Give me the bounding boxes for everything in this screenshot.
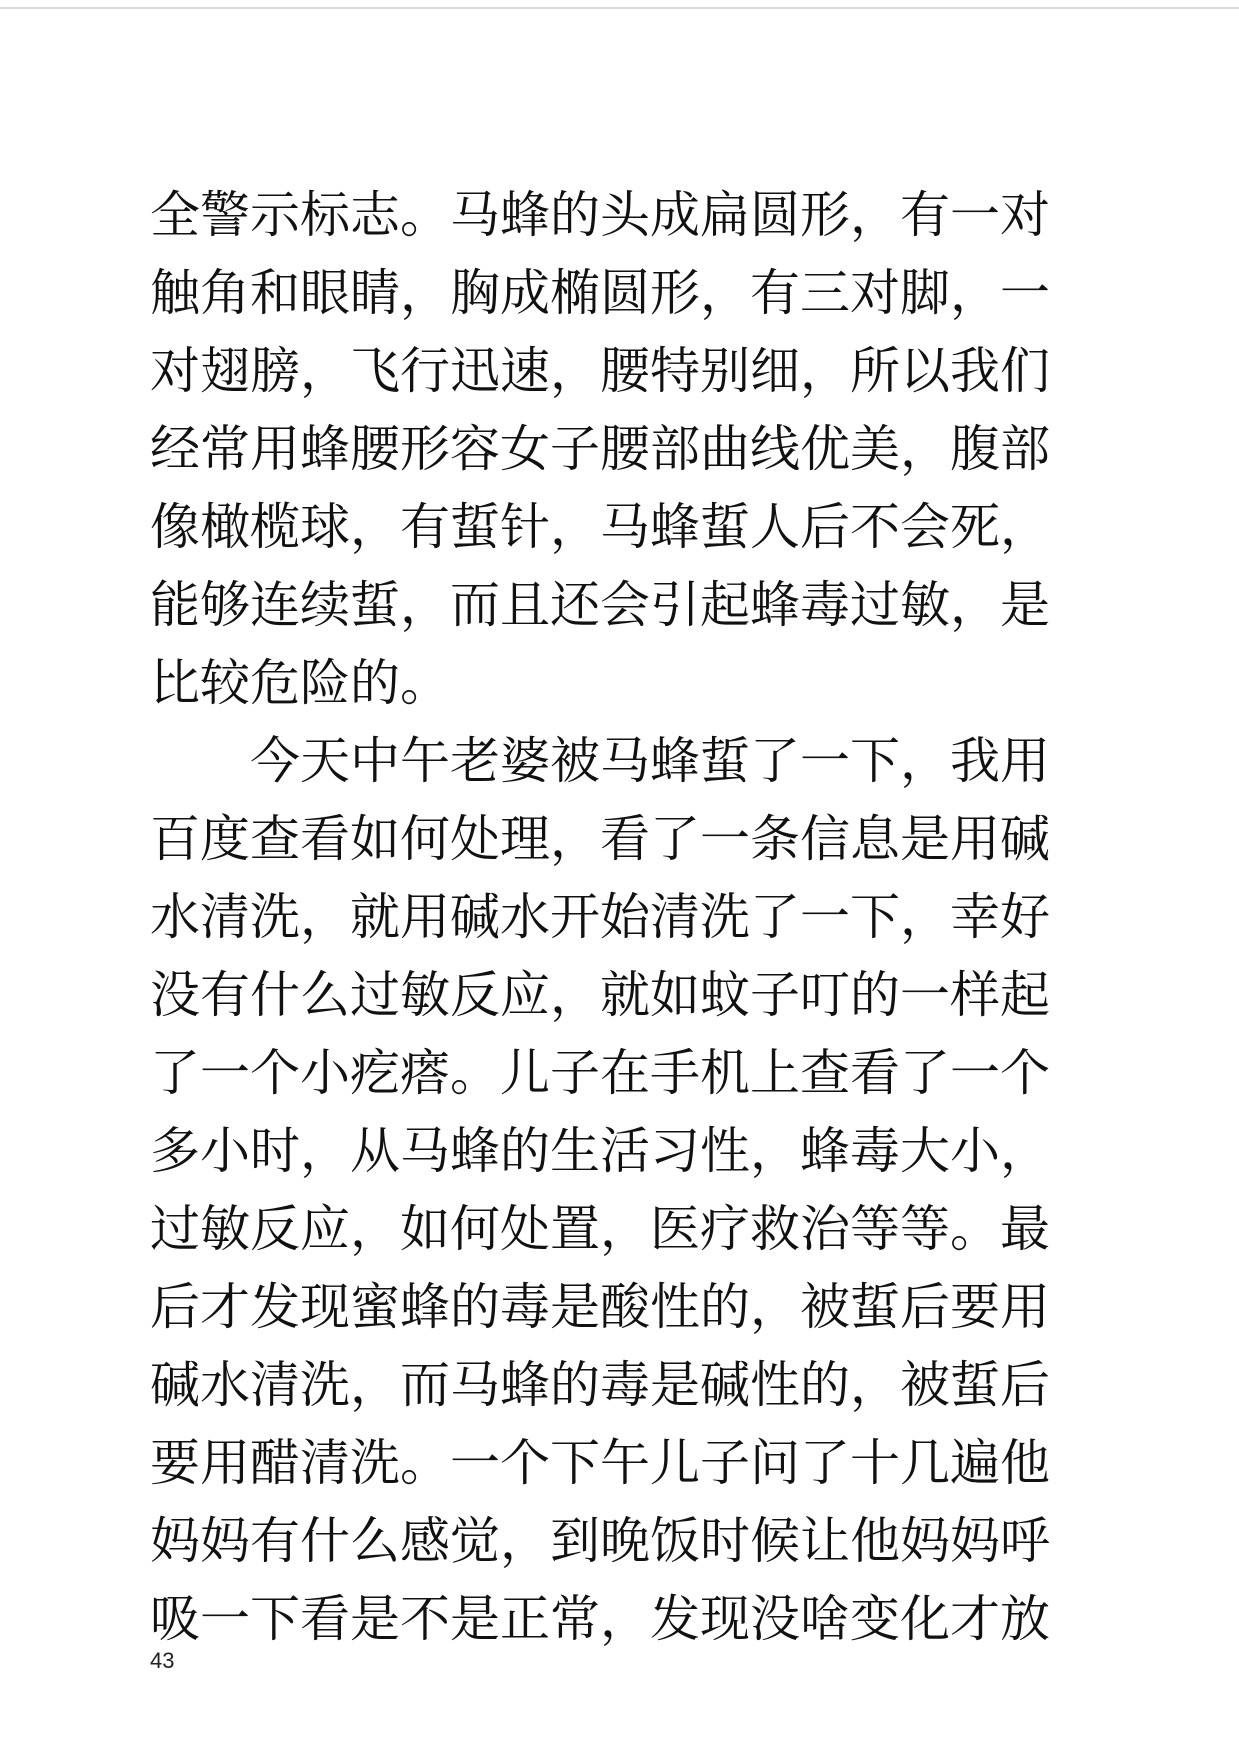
text-line: 后才发现蜜蜂的毒是酸性的，被蜇后要用 [150,1278,1050,1336]
text-line: 能够连续蜇，而且还会引起蜂毒过敏，是 [150,576,1050,634]
text-line: 百度查看如何处理，看了一条信息是用碱 [150,810,1050,868]
text-line: 碱水清洗，而马蜂的毒是碱性的，被蜇后 [150,1356,1050,1414]
text-line: 要用醋清洗。一个下午儿子问了十几遍他 [150,1434,1050,1492]
paragraph-start-line: 今天中午老婆被马蜂蜇了一下，我用 [250,732,1050,790]
text-line: 对翅膀，飞行迅速，腰特别细，所以我们 [150,342,1050,400]
text-line: 水清洗，就用碱水开始清洗了一下，幸好 [150,888,1050,946]
text-line: 多小时，从马蜂的生活习性，蜂毒大小， [150,1122,1050,1180]
text-line: 全警示标志。马蜂的头成扁圆形，有一对 [150,186,1050,244]
text-line: 比较危险的。 [150,654,450,712]
body-text [150,176,1090,1658]
text-line: 妈妈有什么感觉，到晚饭时候让他妈妈呼 [150,1512,1050,1570]
page-number: 43 [150,1648,175,1673]
text-line: 没有什么过敏反应，就如蚊子叮的一样起 [150,966,1050,1024]
text-line: 触角和眼睛，胸成椭圆形，有三对脚，一 [150,264,1050,322]
text-line: 经常用蜂腰形容女子腰部曲线优美，腹部 [150,420,1050,478]
text-line: 过敏反应，如何处置，医疗救治等等。最 [150,1200,1050,1258]
text-line: 吸一下看是不是正常，发现没啥变化才放 [150,1590,1050,1648]
text-line: 了一个小疙瘩。儿子在手机上查看了一个 [150,1044,1050,1102]
text-line: 像橄榄球，有蜇针，马蜂蜇人后不会死， [150,498,1050,556]
top-divider [0,7,1239,9]
